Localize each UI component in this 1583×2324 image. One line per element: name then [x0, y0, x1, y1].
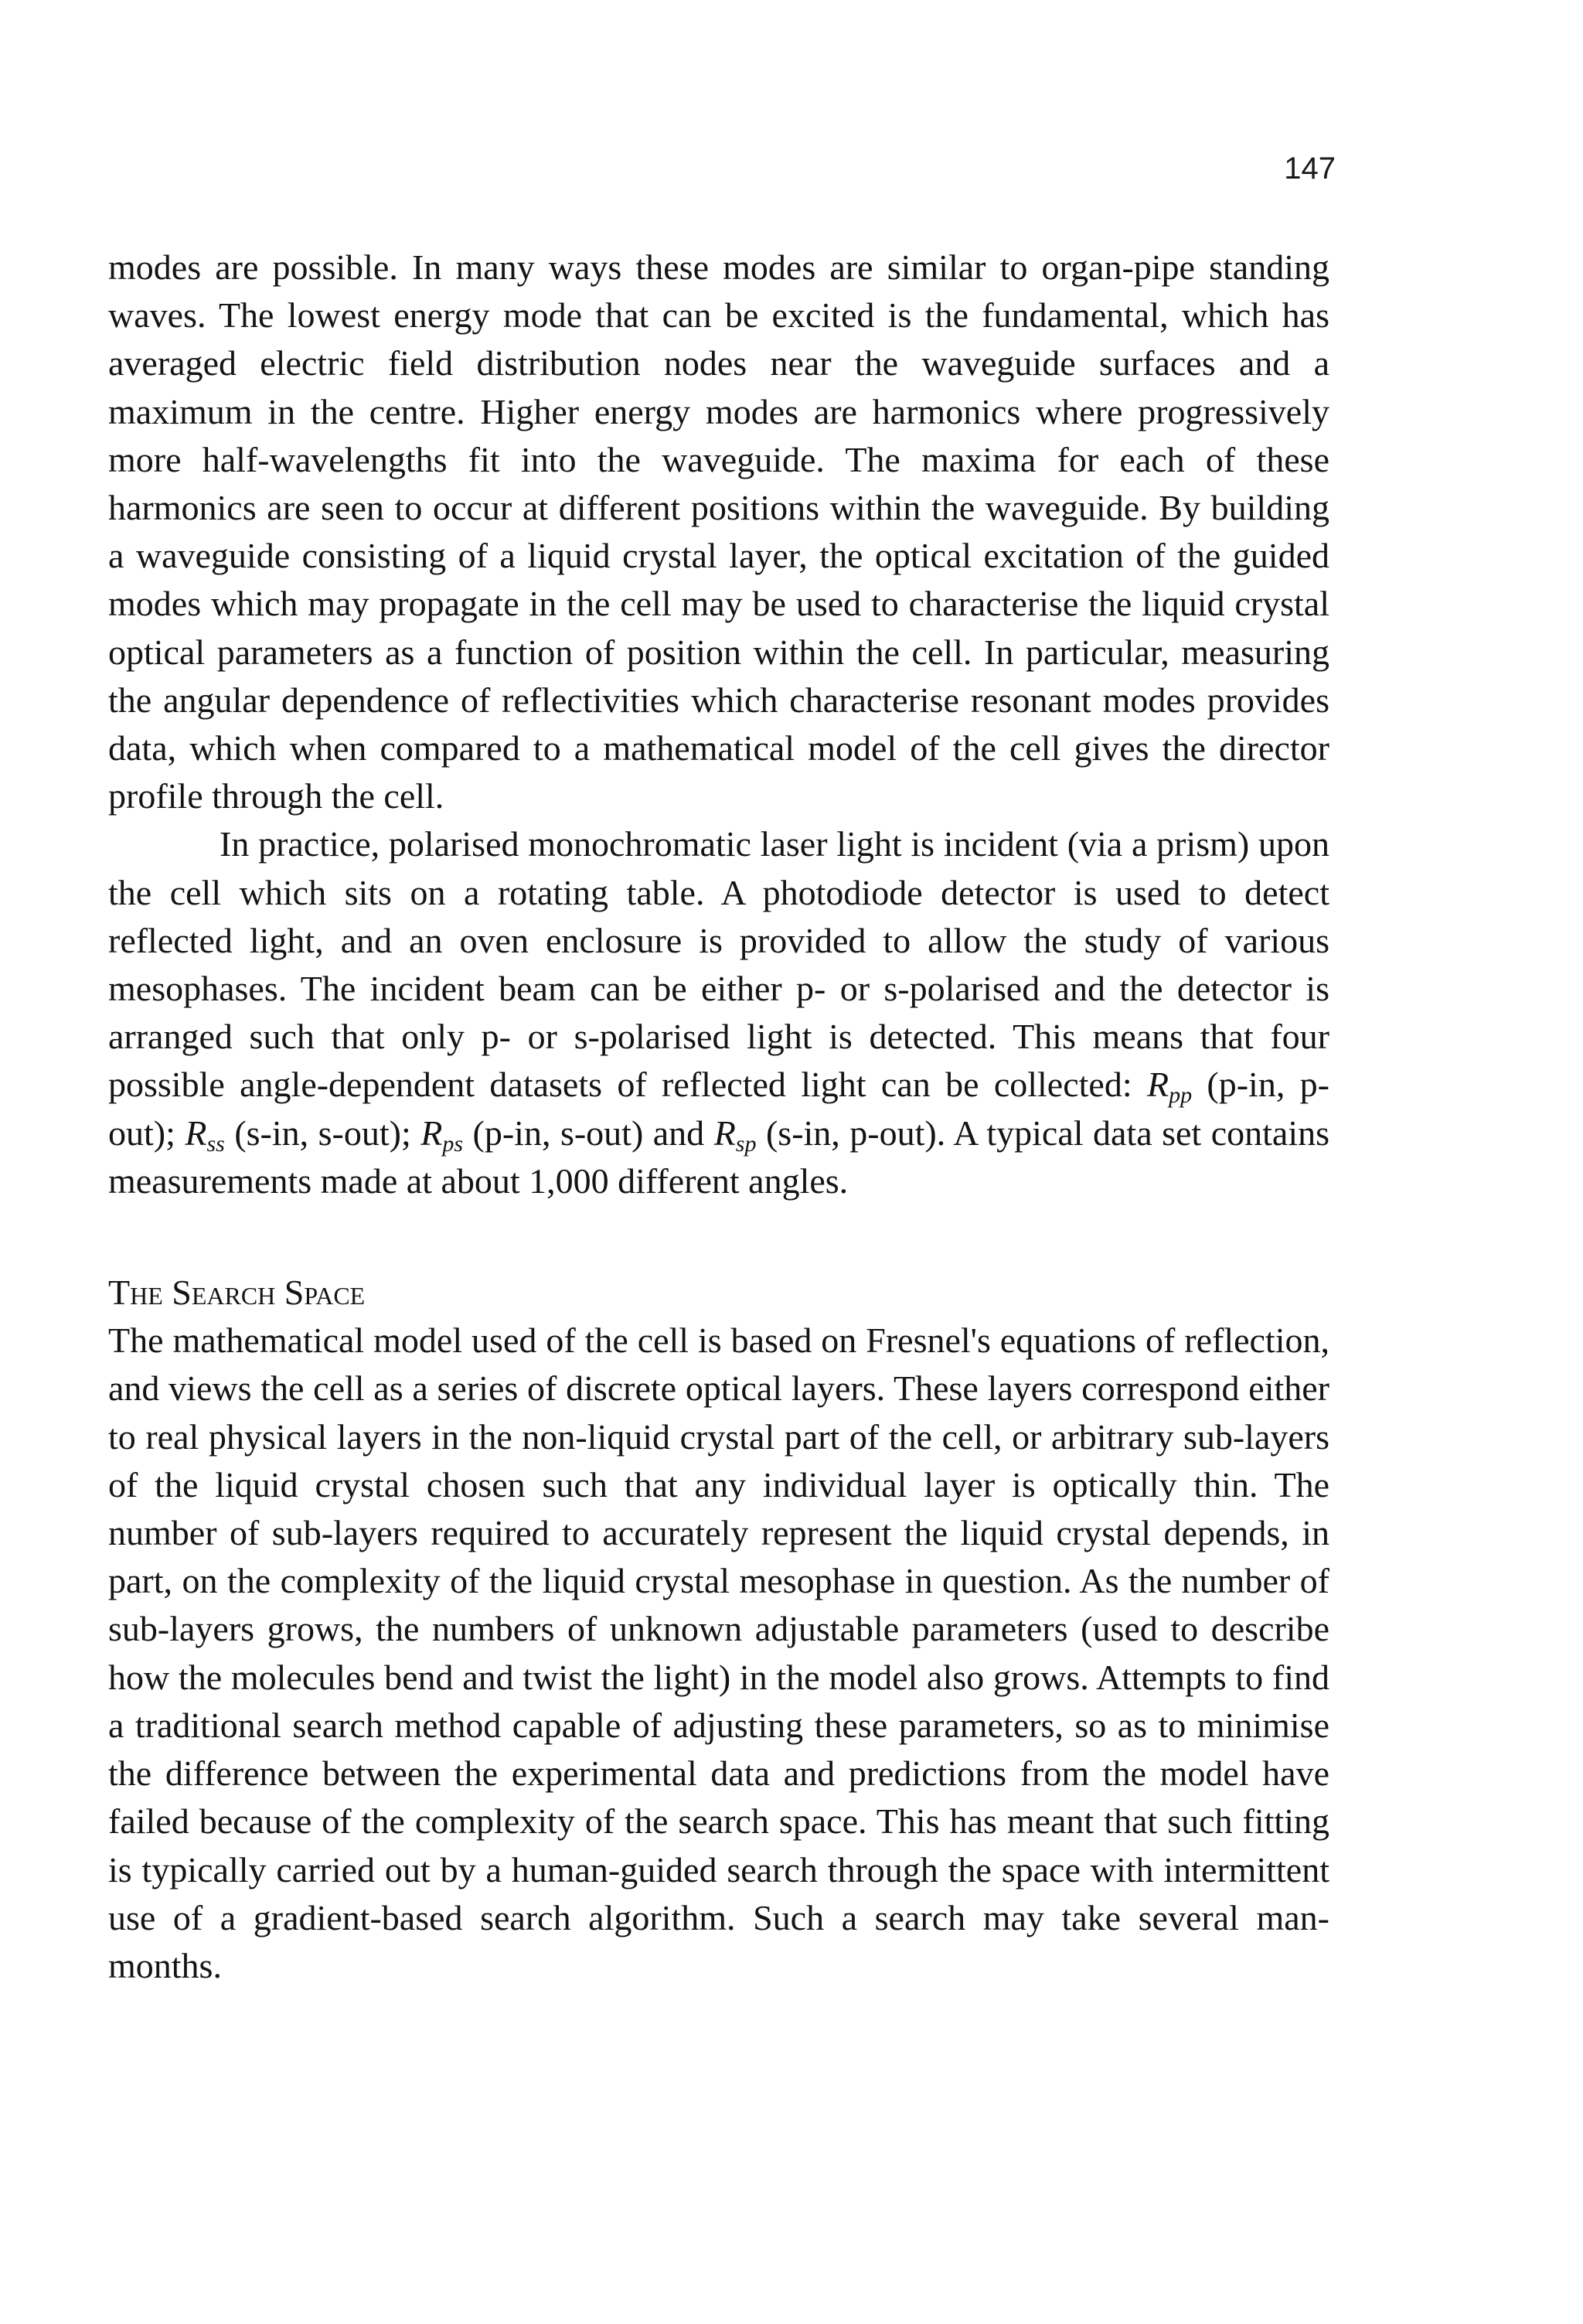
- reflectivity-rps-description: (p-in, s-out) and: [463, 1113, 714, 1153]
- reflectivity-rss-symbol: $R_{ss}$: [185, 1113, 225, 1157]
- reflectivity-rpp-description: (p-in, p-out);: [108, 1065, 1329, 1153]
- reflectivity-rsp-description: (s-in, p-out). A typical data set contains measurements made at about 1,000 different angles.: [108, 1113, 1330, 1201]
- section-heading: The Search Space: [108, 1273, 366, 1313]
- reflectivity-rps-symbol: $R_{ps}$: [420, 1113, 464, 1157]
- paragraph-waveguide-modes: modes are possible. In many ways these modes are similar to organ-pipe standing waves. The lowest energy mode that can be excited is the fundamental, which has averaged electric field distribution nodes near the waveguide surfaces and a maximum in the centre. Higher energy modes are harmonics where progressively more half-wavelengths fit into the waveguide. The maxima for each of these harmonics are seen to occur at different positions within the waveguide. By building a waveguide consisting of a liquid crystal layer, the optical excitation of the guided modes which may propagate in the cell may be used to characterise the liquid crystal optical parameters as a function of position within the cell. In particular, measuring the angular dependence of reflectivities which characterise resonant modes provides data, which when compared to a mathematical model of the cell gives the director profile through the cell.: [108, 247, 1329, 816]
- reflectivity-rss-description: (s-in, s-out);: [224, 1113, 421, 1153]
- practice-intro-text: In practice, polarised monochromatic laser light is incident (via a prism) upon the cell which sits on a rotating table. A photodiode detector is used to detect reflected light, and an oven enclosure is provided to allow the study of various mesophases. The incident beam can be either p- or s-polarised and the detector is arranged such that only p- or s-polarised light is detected. This means that four possible angle-dependent datasets of reflected light can be collected:: [108, 824, 1329, 1105]
- page-number: 147: [1284, 152, 1336, 186]
- reflectivity-rpp-symbol: $R_{pp}$: [1146, 1065, 1193, 1109]
- reflectivity-rsp-symbol: $R_{sp}$: [713, 1113, 757, 1157]
- paragraph-practice: [108, 820, 1329, 1205]
- paragraph-search-space: The mathematical model used of the cell is based on Fresnel's equations of reflection, and views the cell as a series of discrete optical layers. These layers correspond either to real physical layers in the non-liquid crystal part of the cell, or arbitrary sub-layers of the liquid crystal chosen such that any individual layer is optically thin. The number of sub-layers required to accurately represent the liquid crystal depends, in part, on the complexity of the liquid crystal mesophase in question. As the number of sub-layers grows, the numbers of unknown adjustable parameters (used to describe how the molecules bend and twist the light) in the model also grows. Attempts to find a traditional search method capable of adjusting these parameters, so as to minimise the difference between the experimental data and predictions from the model have failed because of the complexity of the search space. This has meant that such fitting is typically carried out by a human-guided search through the space with intermittent use of a gradient-based search algorithm. Such a search may take several man-months.: [108, 1320, 1329, 1985]
- body-text: [108, 244, 1329, 1990]
